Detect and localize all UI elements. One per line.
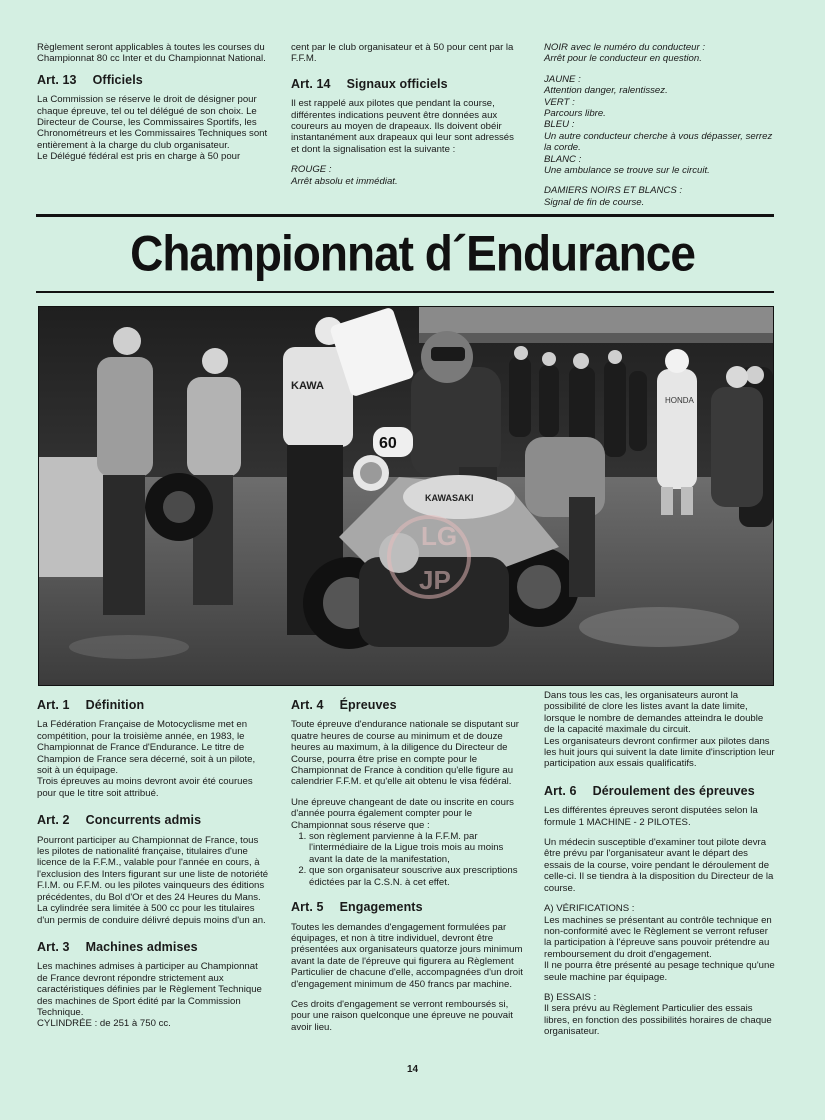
verifications-paragraph-2: Il ne pourra être présenté au pesage technique qu'une seule machine par équipage.	[544, 960, 775, 983]
flag-noir-desc: Arrêt pour le conducteur en question.	[544, 53, 702, 65]
flag-jaune-desc: Attention danger, ralentissez.	[544, 85, 668, 97]
pit-stop-photo	[38, 306, 774, 686]
watermark-lg: LG	[421, 521, 458, 551]
top-column-1	[37, 42, 269, 172]
art4-conditions-list	[291, 831, 523, 888]
essais-title: B) ESSAIS :	[544, 991, 597, 1003]
flag-vert-desc: Parcours libre.	[544, 108, 606, 120]
art6-title: Déroulement des épreuves	[592, 783, 755, 798]
rider-white-suit	[657, 369, 697, 489]
watermark-jp: JP	[419, 565, 451, 595]
jacket-label: KAWA	[291, 380, 324, 392]
art14-heading	[291, 76, 523, 91]
art1-heading	[37, 700, 269, 711]
art1-number: Art. 1	[37, 698, 70, 712]
art3-heading	[37, 939, 269, 954]
art1-title: Définition	[85, 698, 145, 712]
art4-paragraph-1: Toute épreuve d'endurance nationale se disputant sur quatre heures de course au minimum et de douze heures au maximum, à la diligence du Directeur de Course, pourra être prise en compte pour le Championnat de France à condition qu'elle figure au calendrier F.F.M. et qu'elle ait obtenu le visa fédéral.	[291, 719, 519, 788]
art5-title: Engagements	[339, 900, 423, 915]
flag-damiers: DAMIERS NOIRS ET BLANCS :	[544, 185, 683, 197]
art5-heading	[291, 902, 523, 913]
art2-title: Concurrents admis	[85, 813, 202, 828]
art6-number: Art. 6	[544, 783, 577, 798]
art13-heading	[37, 72, 269, 87]
page-number: 14	[406, 1064, 419, 1075]
pit-stop-illustration	[39, 307, 773, 685]
verifications-title: A) VÉRIFICATIONS :	[544, 903, 635, 915]
art14-title: Signaux officiels	[346, 76, 448, 91]
art3-number: Art. 3	[37, 939, 70, 954]
rider-on-bike	[411, 367, 501, 477]
flag-bleu-desc: Un autre conducteur cherche à vous dépasser, serrez la corde.	[544, 130, 773, 154]
art1-paragraph-1: La Fédération Française de Motocyclisme met en compétition, pour la troisième année, en 1983, le Championnat de France d'Endurance. Le titre de Champion de France sera décerné, soit à un pilote, soit à un équipage.	[37, 719, 256, 777]
art2-number: Art. 2	[37, 813, 70, 828]
art2-heading	[37, 815, 269, 826]
top-rule	[36, 214, 774, 217]
flag-rouge-desc: Arrêt absolu et immédiat.	[291, 175, 398, 187]
art6-paragraph-2: Un médecin susceptible d'examiner tout pilote devra être prévu par l'organisateur avant le départ des essais de la course, voire pendant le déroulement de celle-ci. Il se tiendra à la disposition du Directeur de la course.	[544, 837, 774, 894]
bottom-column-2	[291, 690, 523, 1042]
art4-condition-1: 1. son règlement parvienne à la F.F.M. par l'intermédiaire de la Ligue trois mois au moins avant la date de la manifestation,	[309, 831, 523, 865]
art13-title: Officiels	[92, 72, 143, 87]
art3-title: Machines admises	[85, 939, 198, 954]
flag-noir: NOIR avec le numéro du conducteur :	[544, 42, 706, 53]
bottom-column-1	[37, 690, 269, 1030]
flag-bleu: BLEU :	[544, 119, 575, 131]
art6-heading	[544, 783, 776, 798]
flag-rouge: ROUGE :	[291, 164, 332, 176]
number-plate: 60	[379, 435, 397, 452]
art3-paragraph-2: CYLINDRÉE : de 251 à 750 cc.	[37, 1018, 171, 1030]
page-title: Championnat d´Endurance	[130, 224, 695, 282]
art4-number: Art. 4	[291, 698, 324, 712]
art12-continuation: Règlement seront applicables à toutes les courses du Championnat 80 cc Inter et du Championnat National.	[37, 42, 266, 65]
art5-paragraph-1: Toutes les demandes d'engagement formulées par équipages, et non à titre individuel, devront être présentées aux organisateurs quatorze jours minimum avant la date de l'épreuve qui figurera au Règlement Particulier de chacune d'elle, accompagnées d'un droit d'engagement minimum de 450 francs par machine.	[291, 921, 523, 990]
art5-number: Art. 5	[291, 900, 324, 915]
top-column-2	[291, 42, 523, 187]
art4-title: Épreuves	[339, 698, 397, 712]
art4-paragraph-2: Une épreuve changeant de date ou inscrite en cours d'année pourra également compter pour le Championnat sous réserve que :	[291, 796, 514, 831]
art6-paragraph-1: Les différentes épreuves seront disputées selon la formule 1 MACHINE - 2 PILOTES.	[544, 805, 758, 828]
art4-heading	[291, 700, 523, 711]
art14-paragraph: Il est rappelé aux pilotes que pendant la course, différentes indications peuvent être données aux coureurs au moyen de drapeaux. Ils doivent obéir instantanément aux drapeaux qui leur sont adressés et dont la signalisation est la suivante :	[291, 98, 514, 155]
art4-condition-2: 2. que son organisateur souscrive aux prescriptions édictées par la C.S.N. à cet effet.	[309, 865, 523, 888]
art13-end: cent par le club organisateur et à 50 pour cent par la F.F.M.	[291, 42, 514, 65]
art2-paragraph-2: La cylindrée sera limitée à 500 cc pour les titulaires d'un permis de conduire délivré depuis moins d'un an.	[37, 903, 266, 926]
flag-vert: VERT :	[544, 96, 575, 108]
verifications-paragraph-1: Les machines se présentant au contrôle technique en non-conformité avec le Règlement se verront refuser la participation à l'épreuve sans pouvoir prétendre au remboursement du droit d'engagement.	[544, 914, 772, 960]
essais-paragraph: Il sera prévu au Règlement Particulier des essais libres, en fonction des possibilités horaires de chaque organisateur.	[544, 1003, 772, 1038]
art14-number: Art. 14	[291, 76, 331, 91]
art5-paragraph-2: Ces droits d'engagement se verront remboursés si, pour une raison quelconque une épreuve ne pouvait avoir lieu.	[291, 998, 513, 1033]
art5-continuation-1: Dans tous les cas, les organisateurs auront la possibilité de clore les listes avant la date limite, lorsque le nombre de demandes atteindra le double de la capacité maximale du circuit.	[544, 690, 764, 736]
flag-jaune: JAUNE :	[544, 73, 581, 85]
flag-blanc-desc: Une ambulance se trouve sur le circuit.	[544, 165, 710, 177]
art2-paragraph-1: Pourront participer au Championnat de France, tous les pilotes de nationalité française, titulaires d'une licence de la F.F.M., valable pour l'année en cours, à l'exclusion des Inters figurant sur une liste de notoriété F.I.M. ou F.F.M. ou les pilotes vainqueurs des éditions précédentes, du Bol d'Or et des 24 Heures du Mans.	[37, 834, 269, 903]
art13-paragraph-2: Le Délégué fédéral est pris en charge à 50 pour	[37, 151, 241, 163]
flag-damiers-desc: Signal de fin de course.	[544, 196, 645, 208]
mechanic-left	[97, 357, 153, 477]
art5-continuation-2: Les organisateurs devront confirmer aux pilotes dans les huit jours qui suivent la date limite d'inscription leur participation aux essais qualificatifs.	[544, 735, 775, 770]
art13-paragraph-1: La Commission se réserve le droit de désigner pour chaque épreuve, tel ou tel délégué de son choix. Le Directeur de Course, les Commissaires Sportifs, les Chronométreurs et les Commissaires Techniques sont entièrement à la charge du club organisateur.	[37, 94, 268, 151]
top-column-3	[544, 42, 776, 208]
art13-number: Art. 13	[37, 72, 77, 87]
rider-suit-label: HONDA	[665, 396, 694, 405]
art3-paragraph-1: Les machines admises à participer au Championnat de France devront répondre strictement aux caractéristiques définies par le Règlement Technique des machines de Sport édité par la Commission Technique.	[37, 961, 262, 1018]
bottom-column-3	[544, 690, 776, 1038]
tank-label: KAWASAKI	[425, 493, 474, 503]
title-rule	[36, 291, 774, 293]
flag-blanc: BLANC :	[544, 153, 582, 165]
art1-paragraph-2: Trois épreuves au moins devront avoir été courues pour que le titre soit attribué.	[37, 776, 253, 799]
